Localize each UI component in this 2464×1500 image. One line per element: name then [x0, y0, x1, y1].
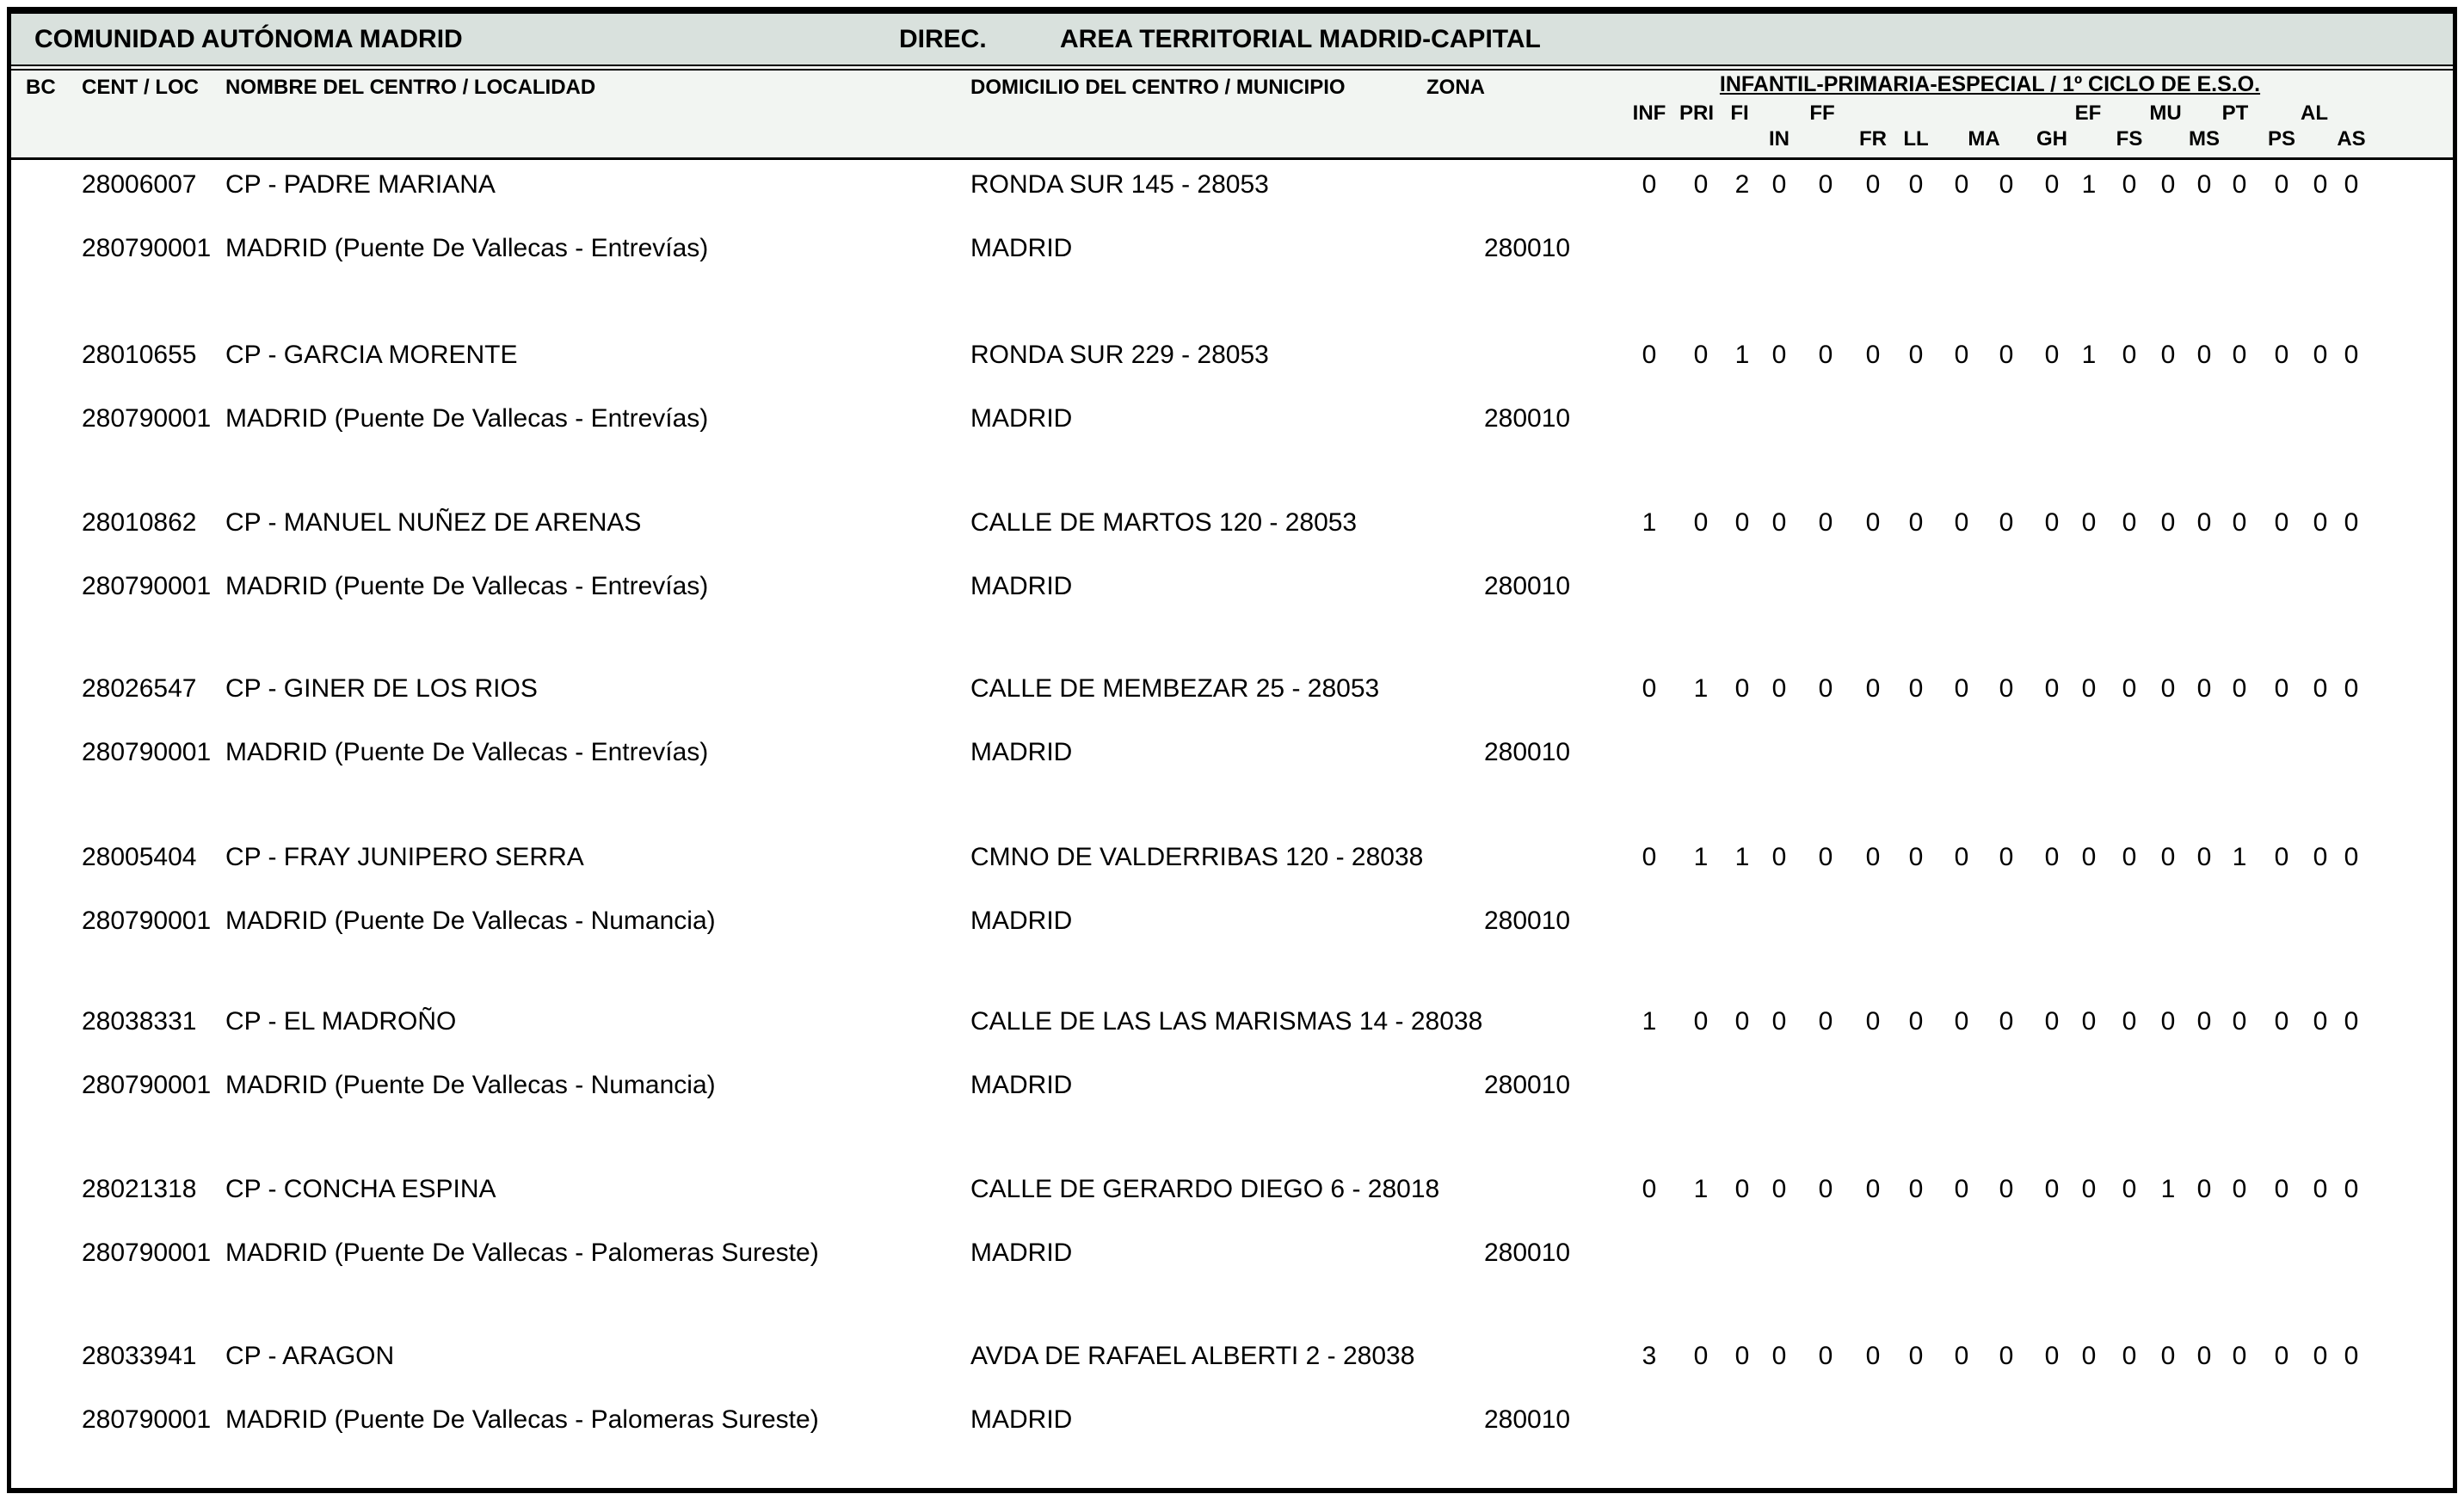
value-ma-a: 0: [1954, 1007, 1969, 1036]
value-al: 0: [2313, 843, 2328, 871]
municipio: MADRID: [970, 738, 1073, 766]
value-pt: 0: [2232, 674, 2247, 703]
value-ma-a: 0: [1954, 170, 1969, 199]
col-label-in: IN: [1769, 127, 1789, 151]
value-pri: 0: [1693, 1342, 1709, 1370]
value-in: 0: [1771, 508, 1787, 537]
table-row: [0, 1174, 2464, 1320]
value-as: 0: [2344, 674, 2359, 703]
value-ps: 0: [2274, 843, 2289, 871]
value-ma-b: 0: [1999, 341, 2014, 369]
localidad-name: MADRID (Puente De Vallecas - Palomeras Sureste): [225, 1405, 819, 1434]
value-ef: 0: [2081, 1175, 2097, 1203]
col-label-ef: EF: [2074, 101, 2102, 125]
value-mu: 0: [2160, 341, 2176, 369]
col-header-nombre: NOMBRE DEL CENTRO / LOCALIDAD: [225, 76, 596, 99]
localidad-name: MADRID (Puente De Vallecas - Numancia): [225, 1071, 716, 1099]
value-ef: 1: [2081, 170, 2097, 199]
centro-address: AVDA DE RAFAEL ALBERTI 2 - 28038: [970, 1342, 1415, 1370]
centro-code: 28026547: [82, 674, 197, 703]
centro-code: 28010862: [82, 508, 197, 537]
value-fi: 2: [1734, 170, 1750, 199]
value-ll: 0: [1908, 508, 1924, 537]
value-ma-a: 0: [1954, 674, 1969, 703]
value-inf: 0: [1642, 170, 1657, 199]
centro-address: CALLE DE MEMBEZAR 25 - 28053: [970, 674, 1380, 703]
value-ms: 0: [2196, 1007, 2212, 1036]
centro-name: CP - ARAGON: [225, 1342, 395, 1370]
centro-name: CP - PADRE MARIANA: [225, 170, 496, 199]
table-row: [0, 340, 2464, 486]
value-pt: 0: [2232, 1342, 2247, 1370]
centro-address: CALLE DE LAS LAS MARISMAS 14 - 28038: [970, 1007, 1483, 1036]
col-label-gh: GH: [2036, 127, 2067, 151]
value-mu: 1: [2160, 1175, 2176, 1203]
value-pt: 0: [2232, 170, 2247, 199]
municipio: MADRID: [970, 404, 1073, 433]
value-ma-b: 0: [1999, 1007, 2014, 1036]
localidad-name: MADRID (Puente De Vallecas - Entrevías): [225, 404, 709, 433]
value-ps: 0: [2274, 508, 2289, 537]
value-mu: 0: [2160, 170, 2176, 199]
value-ll: 0: [1908, 1007, 1924, 1036]
value-in: 0: [1771, 341, 1787, 369]
value-ll: 0: [1908, 843, 1924, 871]
zona-value: 280010: [1484, 572, 1571, 600]
value-gh: 0: [2044, 341, 2060, 369]
col-label-ps: PS: [2267, 127, 2296, 151]
col-label-fs: FS: [2116, 127, 2143, 151]
value-pt: 0: [2232, 508, 2247, 537]
value-fs: 0: [2122, 170, 2137, 199]
value-ms: 0: [2196, 170, 2212, 199]
value-ll: 0: [1908, 170, 1924, 199]
value-ff: 0: [1818, 843, 1833, 871]
value-fi: 0: [1734, 1175, 1750, 1203]
zona-value: 280010: [1484, 404, 1571, 433]
value-pri: 0: [1693, 341, 1709, 369]
value-fi: 0: [1734, 1007, 1750, 1036]
value-fr: 0: [1865, 1175, 1881, 1203]
value-ff: 0: [1818, 674, 1833, 703]
value-ms: 0: [2196, 1342, 2212, 1370]
table-row: [0, 169, 2464, 316]
value-al: 0: [2313, 508, 2328, 537]
value-fr: 0: [1865, 341, 1881, 369]
value-pt: 1: [2232, 843, 2247, 871]
municipio: MADRID: [970, 1071, 1073, 1099]
value-ma-a: 0: [1954, 1342, 1969, 1370]
value-fs: 0: [2122, 843, 2137, 871]
value-ms: 0: [2196, 843, 2212, 871]
value-ms: 0: [2196, 1175, 2212, 1203]
value-pri: 1: [1693, 1175, 1709, 1203]
value-fr: 0: [1865, 170, 1881, 199]
value-gh: 0: [2044, 508, 2060, 537]
value-ps: 0: [2274, 1007, 2289, 1036]
table-row: [0, 673, 2464, 820]
value-pri: 1: [1693, 674, 1709, 703]
value-ps: 0: [2274, 341, 2289, 369]
value-inf: 0: [1642, 341, 1657, 369]
zona-value: 280010: [1484, 738, 1571, 766]
value-as: 0: [2344, 1007, 2359, 1036]
value-gh: 0: [2044, 1007, 2060, 1036]
value-ma-a: 0: [1954, 341, 1969, 369]
col-header-zona: ZONA: [1426, 76, 1485, 99]
col-header-bc: BC: [26, 76, 56, 99]
localidad-code: 280790001: [82, 1405, 212, 1434]
value-fs: 0: [2122, 1175, 2137, 1203]
value-ma-b: 0: [1999, 170, 2014, 199]
value-fs: 0: [2122, 508, 2137, 537]
col-label-inf: INF: [1632, 101, 1666, 125]
value-ma-b: 0: [1999, 843, 2014, 871]
value-pt: 0: [2232, 1175, 2247, 1203]
municipio: MADRID: [970, 907, 1073, 935]
value-ef: 0: [2081, 1007, 2097, 1036]
value-ma-a: 0: [1954, 843, 1969, 871]
value-mu: 0: [2160, 1342, 2176, 1370]
value-in: 0: [1771, 1007, 1787, 1036]
value-fs: 0: [2122, 1342, 2137, 1370]
value-ff: 0: [1818, 341, 1833, 369]
region-title: COMUNIDAD AUTÓNOMA MADRID: [34, 25, 463, 53]
col-label-al: AL: [2301, 101, 2328, 125]
col-label-fi: FI: [1730, 101, 1749, 125]
value-fr: 0: [1865, 843, 1881, 871]
value-inf: 0: [1642, 843, 1657, 871]
zona-value: 280010: [1484, 1239, 1571, 1267]
municipio: MADRID: [970, 1405, 1073, 1434]
value-ps: 0: [2274, 674, 2289, 703]
col-label-ma: MA: [1968, 127, 2000, 151]
value-as: 0: [2344, 1342, 2359, 1370]
table-row: [0, 1006, 2464, 1153]
value-ll: 0: [1908, 1175, 1924, 1203]
col-label-ms: MS: [2189, 127, 2220, 151]
value-fr: 0: [1865, 508, 1881, 537]
value-ef: 0: [2081, 508, 2097, 537]
direc-label: DIREC.: [899, 25, 987, 53]
value-fs: 0: [2122, 341, 2137, 369]
value-ms: 0: [2196, 508, 2212, 537]
centro-code: 28033941: [82, 1342, 197, 1370]
col-label-ll: LL: [1903, 127, 1929, 151]
value-pt: 0: [2232, 341, 2247, 369]
value-pri: 0: [1693, 508, 1709, 537]
col-header-domicilio: DOMICILIO DEL CENTRO / MUNICIPIO: [970, 76, 1346, 99]
value-ef: 0: [2081, 1342, 2097, 1370]
value-ff: 0: [1818, 508, 1833, 537]
value-inf: 3: [1642, 1342, 1657, 1370]
value-as: 0: [2344, 1175, 2359, 1203]
zona-value: 280010: [1484, 234, 1571, 262]
localidad-code: 280790001: [82, 738, 212, 766]
centro-address: RONDA SUR 145 - 28053: [970, 170, 1269, 199]
value-ma-b: 0: [1999, 1342, 2014, 1370]
value-ef: 0: [2081, 674, 2097, 703]
centro-code: 28010655: [82, 341, 197, 369]
value-ll: 0: [1908, 674, 1924, 703]
value-mu: 0: [2160, 674, 2176, 703]
value-ff: 0: [1818, 1007, 1833, 1036]
value-in: 0: [1771, 843, 1787, 871]
value-in: 0: [1771, 1342, 1787, 1370]
value-al: 0: [2313, 1342, 2328, 1370]
value-ma-a: 0: [1954, 1175, 1969, 1203]
centro-code: 28038331: [82, 1007, 197, 1036]
value-fi: 0: [1734, 674, 1750, 703]
zona-value: 280010: [1484, 1071, 1571, 1099]
value-as: 0: [2344, 843, 2359, 871]
value-al: 0: [2313, 1175, 2328, 1203]
value-fi: 0: [1734, 1342, 1750, 1370]
centro-code: 28006007: [82, 170, 197, 199]
value-fr: 0: [1865, 1007, 1881, 1036]
value-pri: 1: [1693, 843, 1709, 871]
value-ma-a: 0: [1954, 508, 1969, 537]
value-ff: 0: [1818, 1342, 1833, 1370]
value-ps: 0: [2274, 1175, 2289, 1203]
col-label-as: AS: [2337, 127, 2366, 151]
value-as: 0: [2344, 170, 2359, 199]
value-in: 0: [1771, 674, 1787, 703]
value-ll: 0: [1908, 341, 1924, 369]
value-pt: 0: [2232, 1007, 2247, 1036]
value-inf: 1: [1642, 508, 1657, 537]
value-ps: 0: [2274, 170, 2289, 199]
centro-name: CP - MANUEL NUÑEZ DE ARENAS: [225, 508, 642, 537]
value-pri: 0: [1693, 1007, 1709, 1036]
centro-address: CMNO DE VALDERRIBAS 120 - 28038: [970, 843, 1424, 871]
direc-value: AREA TERRITORIAL MADRID-CAPITAL: [1060, 25, 1541, 53]
value-inf: 1: [1642, 1007, 1657, 1036]
centro-name: CP - GINER DE LOS RIOS: [225, 674, 538, 703]
localidad-code: 280790001: [82, 1239, 212, 1267]
centro-code: 28021318: [82, 1175, 197, 1203]
localidad-code: 280790001: [82, 234, 212, 262]
col-label-mu: MU: [2149, 101, 2182, 125]
centro-address: CALLE DE MARTOS 120 - 28053: [970, 508, 1358, 537]
localidad-name: MADRID (Puente De Vallecas - Entrevías): [225, 234, 709, 262]
localidad-name: MADRID (Puente De Vallecas - Palomeras Sureste): [225, 1239, 819, 1267]
value-in: 0: [1771, 1175, 1787, 1203]
value-gh: 0: [2044, 170, 2060, 199]
localidad-code: 280790001: [82, 907, 212, 935]
centro-address: CALLE DE GERARDO DIEGO 6 - 28018: [970, 1175, 1440, 1203]
value-fr: 0: [1865, 674, 1881, 703]
table-row: [0, 842, 2464, 988]
value-fs: 0: [2122, 674, 2137, 703]
col-label-pri: PRI: [1679, 101, 1715, 125]
col-group-title: INFANTIL-PRIMARIA-ESPECIAL / 1º CICLO DE E.S.O.: [1719, 72, 2261, 96]
centro-code: 28005404: [82, 843, 197, 871]
value-fs: 0: [2122, 1007, 2137, 1036]
table-row: [0, 507, 2464, 654]
value-al: 0: [2313, 1007, 2328, 1036]
localidad-name: MADRID (Puente De Vallecas - Numancia): [225, 907, 716, 935]
centro-name: CP - CONCHA ESPINA: [225, 1175, 496, 1203]
value-as: 0: [2344, 508, 2359, 537]
municipio: MADRID: [970, 572, 1073, 600]
localidad-name: MADRID (Puente De Vallecas - Entrevías): [225, 572, 709, 600]
centro-name: CP - GARCIA MORENTE: [225, 341, 518, 369]
value-al: 0: [2313, 170, 2328, 199]
value-ef: 0: [2081, 843, 2097, 871]
municipio: MADRID: [970, 234, 1073, 262]
col-header-cent-loc: CENT / LOC: [82, 76, 199, 99]
value-pri: 0: [1693, 170, 1709, 199]
value-inf: 0: [1642, 674, 1657, 703]
centro-address: RONDA SUR 229 - 28053: [970, 341, 1269, 369]
value-mu: 0: [2160, 508, 2176, 537]
value-fi: 0: [1734, 508, 1750, 537]
value-ef: 1: [2081, 341, 2097, 369]
value-in: 0: [1771, 170, 1787, 199]
value-al: 0: [2313, 674, 2328, 703]
value-ms: 0: [2196, 674, 2212, 703]
value-ma-b: 0: [1999, 1175, 2014, 1203]
localidad-code: 280790001: [82, 572, 212, 600]
value-inf: 0: [1642, 1175, 1657, 1203]
col-label-fr: FR: [1859, 127, 1887, 151]
value-as: 0: [2344, 341, 2359, 369]
value-fi: 1: [1734, 843, 1750, 871]
value-ms: 0: [2196, 341, 2212, 369]
localidad-code: 280790001: [82, 1071, 212, 1099]
centro-name: CP - EL MADROÑO: [225, 1007, 457, 1036]
localidad-code: 280790001: [82, 404, 212, 433]
col-label-pt: PT: [2221, 101, 2249, 125]
value-ma-b: 0: [1999, 674, 2014, 703]
value-ll: 0: [1908, 1342, 1924, 1370]
centro-name: CP - FRAY JUNIPERO SERRA: [225, 843, 584, 871]
table-row: [0, 1341, 2464, 1487]
value-mu: 0: [2160, 843, 2176, 871]
municipio: MADRID: [970, 1239, 1073, 1267]
zona-value: 280010: [1484, 907, 1571, 935]
value-gh: 0: [2044, 843, 2060, 871]
value-gh: 0: [2044, 1342, 2060, 1370]
col-label-ff: FF: [1809, 101, 1835, 125]
value-mu: 0: [2160, 1007, 2176, 1036]
value-fr: 0: [1865, 1342, 1881, 1370]
localidad-name: MADRID (Puente De Vallecas - Entrevías): [225, 738, 709, 766]
value-gh: 0: [2044, 1175, 2060, 1203]
value-ff: 0: [1818, 170, 1833, 199]
value-al: 0: [2313, 341, 2328, 369]
value-fi: 1: [1734, 341, 1750, 369]
value-gh: 0: [2044, 674, 2060, 703]
value-ps: 0: [2274, 1342, 2289, 1370]
value-ff: 0: [1818, 1175, 1833, 1203]
zona-value: 280010: [1484, 1405, 1571, 1434]
value-ma-b: 0: [1999, 508, 2014, 537]
